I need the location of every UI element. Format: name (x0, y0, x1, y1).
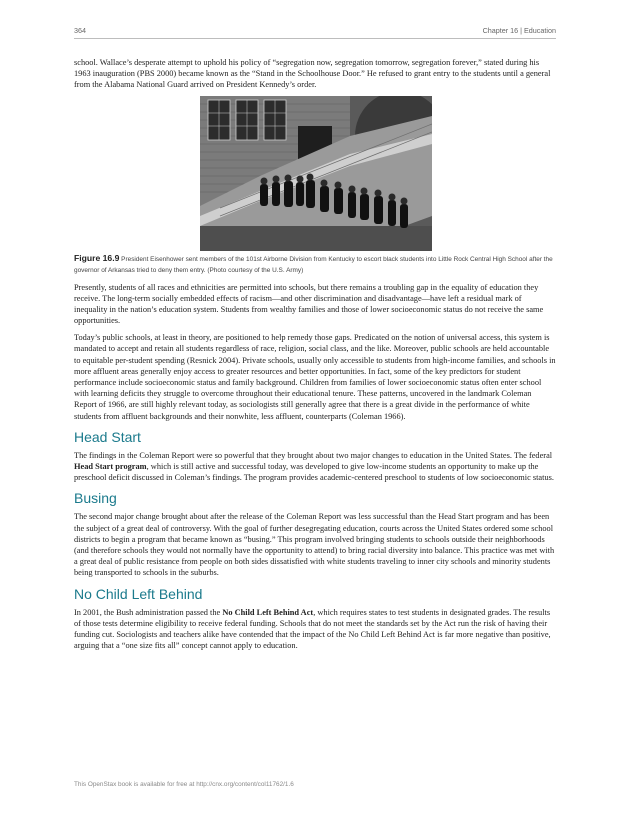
intro-paragraph: school. Wallace’s desperate attempt to uphold his policy of “segregation now, segregation tomorrow, segregation forever,” stated during his 1963 inauguration (PBS 2000) became known as the “Stand in the Schoolhouse Door.” He refused to grant entry to the students until a general from the Alabama National Guard arrived on President Kennedy’s order. (74, 58, 551, 90)
paragraph-no-child-left-behind (74, 607, 556, 652)
heading-no-child-left-behind: No Child Left Behind (74, 585, 203, 602)
nclb-text-1: In 2001, the Bush administration passed the (74, 607, 223, 617)
head-start-term: Head Start program (74, 462, 147, 472)
heading-head-start: Head Start (74, 428, 141, 445)
page-number: 364 (74, 26, 86, 35)
figure-16-9 (74, 96, 556, 251)
figure-caption-text: President Eisenhower sent members of the 101st Airborne Division from Kentucky to escort black students into Little Rock Central High School after the governor of Arkansas tried to deny them entry. (Photo courtesy of the U.S. Army) (74, 256, 553, 274)
paragraph-busing: The second major change brought about after the release of the Coleman Report was less successful than the Head Start program and has been the subject of a great deal of controversy. With the goal of further desegregating education, courts across the United States ordered some school districts to begin a program that became known as “busing.” This program involved bringing students to schools outside their neighborhoods (and therefore schools they would not normally have the opportunity to attend) to bring racial diversity into balance. This practice was met with a great deal of public resistance from people on both sides dissatisfied with white students traveling to inner city schools and minority students being transported to schools in the suburbs. (74, 512, 555, 578)
figure-caption (74, 253, 556, 276)
paragraph-public-schools: Today’s public schools, at least in theory, are positioned to help remedy those gaps. Predicated on the notion of universal access, this system is mandated to accept and retain all students regardless of race, religion, social class, and the like. Moreover, public schools are held accountable to equitable per-student spending (Resnick 2004). Private schools, usually only accessible to students from high-income families, and schools in more affluent areas generally enjoy access to greater resources and better opportunities. In fact, some of the key predictors for student performance include socioeconomic status and family background. Children from families of lower socioeconomic status often enter school with learning deficits they struggle to overcome throughout their educational tenure. These patterns, uncovered in the landmark Coleman Report of 1966, are still highly relevant today, as sociologists still generally agree that there is a great divide in the performance of white students from affluent backgrounds and their nonwhite, less affluent, counterparts (Coleman 1966). (74, 333, 556, 421)
page-header (74, 24, 556, 39)
paragraph-inequality: Presently, students of all races and ethnicities are permitted into schools, but there remains a troubling gap in the equality of education they receive. The long-term socially embedded effects of racism—and other discrimination and disadvantage—have left a residual mark of inequality in the nation’s education system. Students from wealthy families and those of lower socioeconomic status do not receive the same opportunities. (74, 282, 544, 326)
figure-label: Figure 16.9 (74, 253, 120, 264)
head-start-text-2: , which is still active and successful today, was developed to give low-income students an opportunity to make up the preschool deficit discussed in Coleman’s findings. The program provides academic-centered preschool to students of low socioeconomic status. (74, 462, 554, 483)
paragraph-head-start (74, 450, 556, 484)
nclb-term: No Child Left Behind Act (222, 607, 314, 617)
page-footer: This OpenStax book is available for free at http://cnx.org/content/col11762/1.6 (74, 781, 294, 788)
heading-busing: Busing (74, 490, 117, 507)
chapter-title: Chapter 16 | Education (482, 26, 556, 35)
head-start-text-1: The findings in the Coleman Report were so powerful that they brought about two major changes to education in the United States. The federal (74, 450, 553, 460)
figure-photo (200, 96, 432, 251)
nclb-text-2: , which requires states to test students in designated grades. The results of those tests determine eligibility to receive federal funding. Schools that do not meet the standards set by the Act run the risk of having their funding cut. Sociologists and teachers alike have contended that the impact of the No Child Left Behind Act is far more negative than positive, arguing that a “one size fits all” concept cannot apply to education. (74, 607, 551, 651)
page-content (74, 57, 556, 657)
